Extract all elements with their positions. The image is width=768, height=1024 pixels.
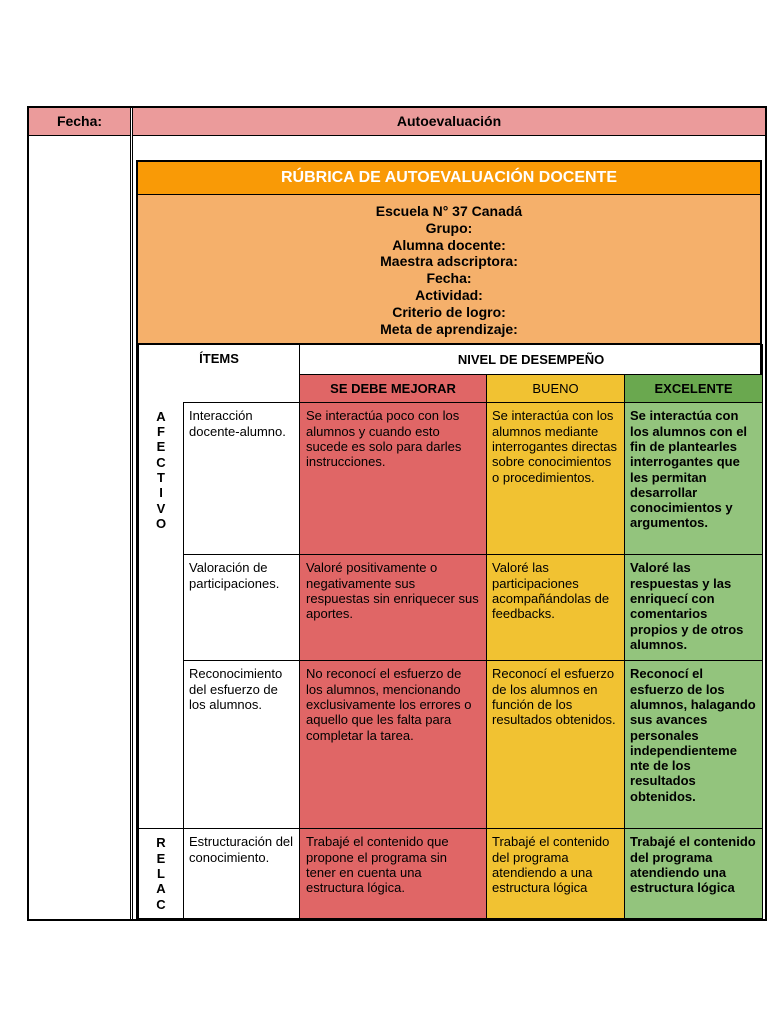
affective-group-label [139,403,184,829]
group-letter: C [156,896,166,912]
cell-needs-improvement: Trabajé el contenido que propone el programa sin tener en cuenta una estructura lógica. [300,829,487,919]
group-letter: C [156,454,166,470]
cell-excellent: Valoré las respuestas y las enriquecí con comentarios propios y de otros alumnos. [625,555,763,661]
group-letter: T [157,470,165,486]
cell-excellent: Se interactúa con los alumnos con el fin de plantearles interrogantes que les permitan desarrollar conocimientos y argumentos. [625,403,763,555]
cell-needs-improvement: Valoré positivamente o negativamente sus respuestas sin enriquecer sus aportes. [300,555,487,661]
rubric-table [136,160,762,921]
group-letter: A [156,408,166,424]
cell-good: Se interactúa con los alumnos mediante interrogantes directas sobre conocimientos o procedimientos. [487,403,625,555]
group-letter: F [157,424,165,440]
group-letter: A [156,881,166,897]
table-row [139,661,763,829]
cell-good: Valoré las participaciones acompañándolas de feedbacks. [487,555,625,661]
item-label: Valoración de participaciones. [184,555,300,661]
info-line-group: Grupo: [425,219,473,236]
group-letter: E [156,439,166,455]
info-line-supervising-teacher: Maestra adscriptora: [380,253,518,270]
info-line-student-teacher: Alumna docente: [392,236,506,253]
group-letter: O [155,515,167,531]
table-row [139,403,763,555]
fecha-header: Fecha: [29,108,130,136]
cell-excellent: Reconocí el esfuerzo de los alumnos, halagando sus avances personales independienteme nte de los resultados obtenidos. [625,661,763,829]
relational-group-label [139,829,184,919]
group-letter: I [159,485,163,501]
info-line-date: Fecha: [426,270,472,287]
cell-needs-improvement: No reconocí el esfuerzo de los alumnos, mencionando exclusivamente los errores o aquello que les falta para completar la tarea. [300,661,487,829]
autoevaluacion-header: Autoevaluación [133,108,765,136]
rubric-title: RÚBRICA DE AUTOEVALUACIÓN DOCENTE [138,162,760,195]
info-line-activity: Actividad: [415,286,483,303]
table-row [139,829,763,919]
group-letter: L [157,865,165,881]
item-label: Reconocimiento del esfuerzo de los alumnos. [184,661,300,829]
column-divider [130,108,133,919]
performance-level-header: NIVEL DE DESEMPEÑO [300,345,763,375]
items-column-header: ÍTEMS [139,345,300,403]
cell-good: Reconocí el esfuerzo de los alumnos en función de los resultados obtenidos. [487,661,625,829]
group-letter: R [156,835,166,851]
info-line-goal: Meta de aprendizaje: [380,320,518,337]
cell-needs-improvement: Se interactúa poco con los alumnos y cuando esto sucede es solo para darles instrucciones. [300,403,487,555]
rubric-grid [138,344,763,919]
table-row [139,555,763,661]
cell-excellent: Trabajé el contenido del programa atendiendo una estructura lógica [625,829,763,919]
cell-good: Trabajé el contenido del programa atendiendo a una estructura lógica [487,829,625,919]
level-good: BUENO [487,375,625,403]
header-row-1 [139,345,763,375]
info-line-school: Escuela N° 37 Canadá [375,203,523,219]
info-line-criterion: Criterio de logro: [392,303,506,320]
item-label: Interacción docente-alumno. [184,403,300,555]
rubric-info-block [138,195,760,344]
group-letter: E [156,850,166,866]
group-letter: V [156,500,166,516]
level-needs-improvement: SE DEBE MEJORAR [300,375,487,403]
item-label: Estructuración del conocimiento. [184,829,300,919]
level-excellent: EXCELENTE [625,375,763,403]
